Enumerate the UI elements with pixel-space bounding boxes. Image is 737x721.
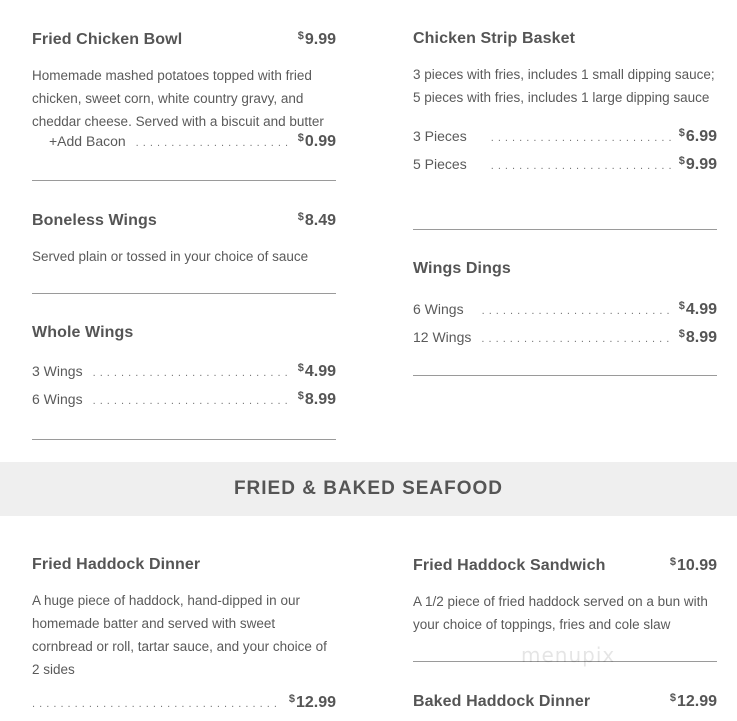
option-price: $4.99 — [678, 300, 717, 318]
option-price: $6.99 — [678, 127, 717, 145]
item-title: Fried Haddock Sandwich — [413, 557, 606, 574]
menu-item-fried-haddock-sandwich — [413, 556, 717, 636]
dot-leader — [491, 132, 671, 144]
menu-item-boneless-wings — [32, 211, 336, 268]
menu-item-whole-wings — [32, 324, 336, 409]
option-name: 12 Wings — [413, 329, 472, 345]
price-row — [32, 693, 336, 712]
item-description: A 1/2 piece of fried haddock served on a bun with your choice of toppings, fries and cole slaw — [413, 594, 708, 632]
option-name: 3 Wings — [32, 363, 83, 379]
item-title: Fried Chicken Bowl — [32, 31, 183, 48]
option-row — [32, 362, 336, 381]
divider — [413, 229, 717, 230]
addon-option — [32, 132, 336, 151]
item-price: $8.49 — [297, 211, 336, 229]
menu-item-fried-haddock-dinner — [32, 556, 336, 712]
option-name: 6 Wings — [413, 301, 464, 317]
option-price: $8.99 — [678, 328, 717, 346]
item-title: Chicken Strip Basket — [413, 30, 576, 47]
item-title: Whole Wings — [32, 324, 134, 341]
option-price: $8.99 — [297, 390, 336, 408]
item-description: Homemade mashed potatoes topped with fried chicken, sweet corn, white country gravy, and cheddar cheese. Served with a biscuit and butter — [32, 68, 324, 129]
option-price: $9.99 — [678, 155, 717, 173]
dot-leader — [491, 160, 671, 172]
item-description: A huge piece of haddock, hand-dipped in our homemade batter and served with sweet cornbread or roll, tartar sauce, and your choice of 2 sides — [32, 593, 327, 677]
option-row — [413, 300, 717, 319]
item-title: Fried Haddock Dinner — [32, 556, 201, 573]
divider — [32, 293, 336, 294]
divider — [32, 180, 336, 181]
option-name: 5 Pieces — [413, 156, 467, 172]
divider — [32, 439, 336, 440]
menu-item-chicken-strip-basket — [413, 30, 717, 174]
item-title: Wings Dings — [413, 260, 511, 277]
item-title: Boneless Wings — [32, 212, 157, 229]
addon-name: +Add Bacon — [49, 133, 126, 149]
divider — [413, 375, 717, 376]
dot-leader — [136, 137, 290, 149]
dot-leader — [32, 698, 281, 710]
option-price: $4.99 — [297, 362, 336, 380]
item-description: Served plain or tossed in your choice of sauce — [32, 249, 309, 264]
option-row — [413, 127, 717, 146]
item-title: Baked Haddock Dinner — [413, 693, 591, 710]
addon-price: $0.99 — [297, 132, 336, 150]
option-row — [413, 155, 717, 174]
section-title: FRIED & BAKED SEAFOOD — [233, 478, 504, 499]
watermark: menupix — [521, 643, 616, 667]
menu-item-baked-haddock-dinner — [413, 692, 717, 711]
item-description: 3 pieces with fries, includes 1 small dipping sauce; 5 pieces with fries, includes 1 large dipping sauce — [413, 67, 715, 105]
option-name: 6 Wings — [32, 391, 83, 407]
section-header — [0, 462, 737, 516]
dot-leader — [482, 305, 671, 317]
item-price: $12.99 — [288, 693, 336, 711]
option-row — [32, 390, 336, 409]
menu-item-wings-dings — [413, 260, 717, 347]
option-row — [413, 328, 717, 347]
item-price: $12.99 — [669, 692, 717, 710]
menu-item-fried-chicken-bowl — [32, 30, 336, 151]
option-name: 3 Pieces — [413, 128, 467, 144]
dot-leader — [93, 367, 290, 379]
item-price: $9.99 — [297, 30, 336, 48]
item-price: $10.99 — [669, 556, 717, 574]
dot-leader — [93, 395, 290, 407]
dot-leader — [481, 333, 670, 345]
